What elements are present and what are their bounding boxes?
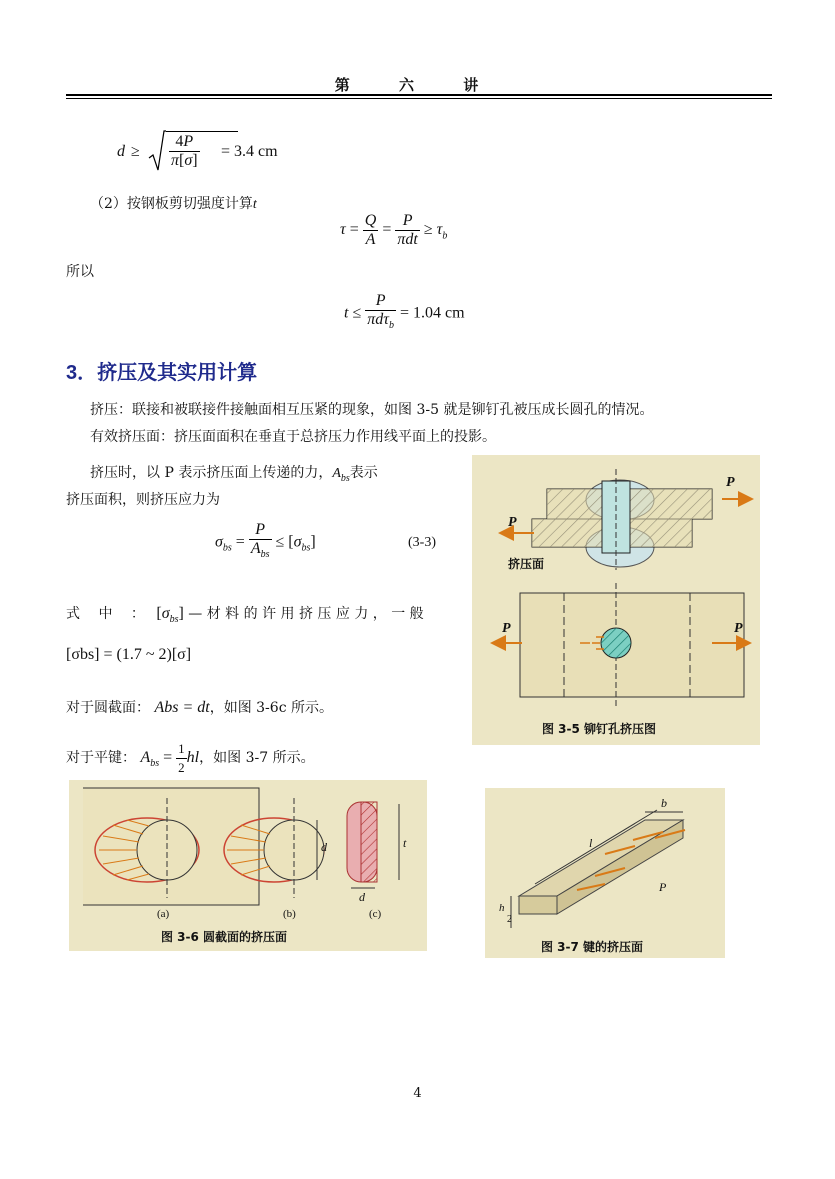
formula-t: t ≤ $\frac{P}{\pi d\tau_b}$ = 1.04 cm [344,292,465,332]
dim-b: b [661,796,667,810]
sqrt-sign [147,130,167,174]
force-label-p: P [502,621,511,636]
dim-two: 2 [507,914,512,925]
paragraph-extrusion: 挤压：联接和被联接件接触面相互压紧的现象，如图 3-5 就是铆钉孔被压成长圆孔的情况。 [90,402,654,418]
figure-3-5-caption: 图 3-5 铆钉孔挤压图 [542,722,657,736]
extrusion-surface-label: 挤压面 [508,557,545,571]
key-diagram [485,788,725,958]
rivet-diagram [472,455,760,745]
formula-sigma-bs: $\sigma_{bs}$ = $\frac{P}{A_{bs}}$ ≤ $[\sigma_{bs}]$ [215,521,316,561]
figure-3-7-caption: 图 3-7 键的挤压面 [541,940,644,954]
dim-h: h [499,902,505,914]
paragraph-stress: 挤压面积，则挤压应力为 [66,492,220,508]
force-label-p: P [508,515,517,530]
header-rule-thin [66,98,772,99]
page-number: 4 [413,1086,422,1101]
dim-d: d [321,840,327,854]
figure-3-6 [69,780,427,951]
d-result: = 3.4 cm [221,143,278,160]
figure-3-5 [472,455,760,745]
sub-label-b: (b) [283,908,296,920]
force-label-p: P [726,475,735,490]
figure-3-6-caption: 图 3-6 圆截面的挤压面 [161,930,288,944]
key-line: 对于平键： $A_{bs}$ = $\frac{1}{2}$ hl，如图 3-7 所示。 [66,741,315,775]
force-label-p: P [734,621,743,636]
force-label-p: P [659,880,667,894]
so-label: 所以 [66,264,94,280]
sub-label-a: (a) [157,908,170,920]
dim-t: t [403,836,407,850]
t-result: = 1.04 cm [399,304,465,322]
sub-label-c: (c) [369,908,382,920]
paragraph-effective-area: 有效挤压面：挤压面面积在垂直于总挤压力作用线平面上的投影。 [90,429,496,445]
paragraph-force: 挤压时，以 P 表示挤压面上传递的力，$A_{bs}$表示 [90,465,378,484]
section-title: 3．挤压及其实用计算 [66,362,258,384]
formula-tau: τ = $\frac{Q}{A}$ = $\frac{P}{\text{πdt}}$ ≥ $\tau_b$ [340,212,448,248]
figure-3-7 [485,788,725,958]
circular-section-diagram [69,780,427,951]
where-line: 式 中 ： $[\sigma_{bs}]$ — 材 料 的 许 用 挤 压 应 力 ， 一 般 [66,605,424,626]
bound-formula: [σbs] = (1.7 ~ 2)[σ] [66,646,192,663]
circle-section-line: 对于圆截面： Abs = dt，如图 3-6c 所示。 [66,699,333,716]
equation-number: (3-3) [408,535,436,550]
header-rule [66,94,772,96]
dim-d-bottom: d [359,890,365,904]
step2-label: （2）按钢板剪切强度计算t [90,196,257,212]
page-header: 第 六 讲 [334,76,501,94]
dim-l: l [589,836,593,850]
